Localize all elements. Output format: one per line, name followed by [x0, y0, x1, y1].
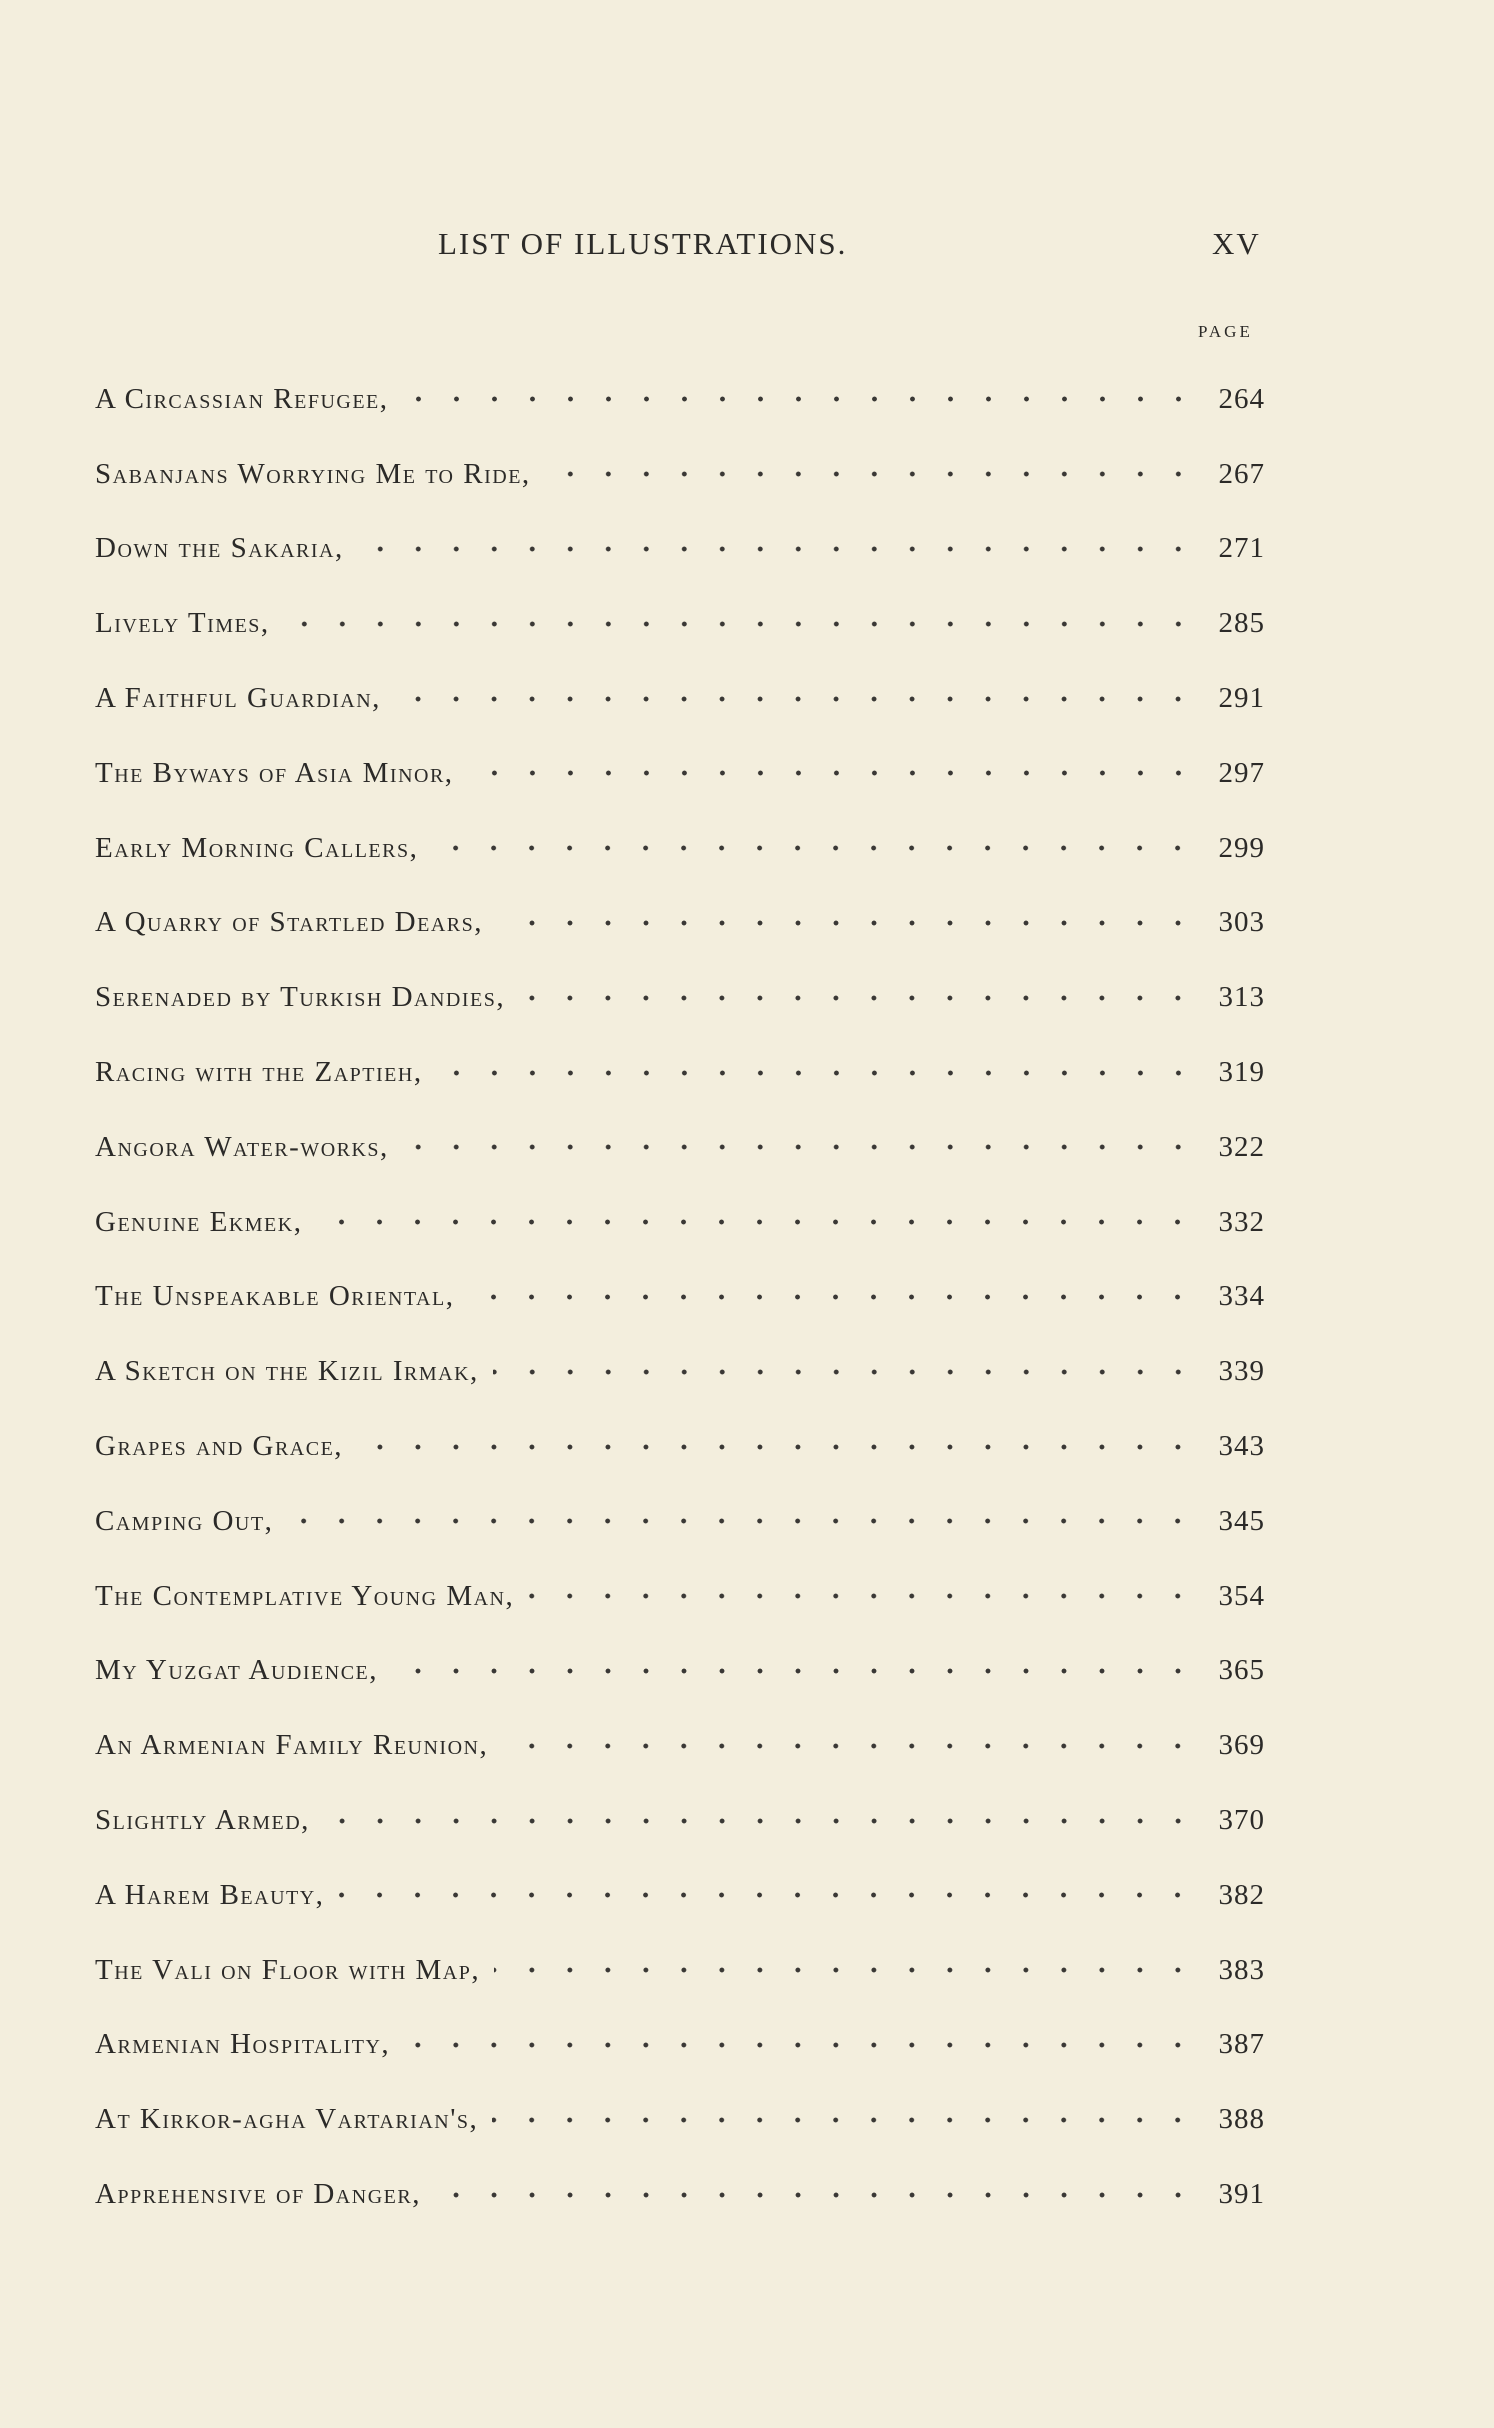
- illustration-caption: Apprehensive of Danger,: [95, 2178, 429, 2211]
- illustration-caption: A Faithful Guardian,: [95, 682, 389, 715]
- illustration-caption: The Byways of Asia Minor,: [95, 757, 462, 790]
- list-item: [95, 1185, 1265, 1260]
- dot-leader: [492, 2105, 1197, 2135]
- list-item: [95, 1484, 1265, 1559]
- dot-leader: [284, 609, 1197, 639]
- list-item: [95, 1559, 1265, 1634]
- running-head: [0, 226, 1494, 274]
- dot-leader: [494, 1955, 1197, 1985]
- dot-leader: [287, 1506, 1197, 1536]
- page-number: 369: [1218, 1729, 1265, 1762]
- dot-leader: [395, 684, 1197, 714]
- illustration-caption: My Yuzgat Audience,: [95, 1654, 386, 1687]
- page-number: 388: [1218, 2103, 1265, 2136]
- dot-leader: [437, 1058, 1197, 1088]
- illustration-caption: At Kirkor-agha Vartarian's,: [95, 2103, 486, 2136]
- page-number: 303: [1218, 906, 1265, 939]
- illustration-caption: Down the Sakaria,: [95, 532, 352, 565]
- running-title: LIST OF ILLUSTRATIONS.: [438, 226, 848, 261]
- page-number: 382: [1218, 1878, 1265, 1911]
- illustration-caption: Camping Out,: [95, 1505, 281, 1538]
- illustration-caption: Angora Water-works,: [95, 1131, 397, 1164]
- illustration-caption: A Quarry of Startled Dears,: [95, 906, 491, 939]
- page-number: 391: [1218, 2178, 1265, 2211]
- illustration-caption: Sabanjans Worrying Me to Ride,: [95, 458, 539, 491]
- dot-leader: [358, 534, 1197, 564]
- list-item: [95, 2157, 1265, 2232]
- dot-leader: [435, 2180, 1197, 2210]
- illustration-caption: A Sketch on the Kizil Irmak,: [95, 1355, 487, 1388]
- illustration-caption: Early Morning Callers,: [95, 832, 426, 865]
- page-number: 354: [1218, 1579, 1265, 1612]
- illustration-caption: Grapes and Grace,: [95, 1430, 351, 1463]
- list-item: [95, 1035, 1265, 1110]
- page-number: 267: [1218, 457, 1265, 490]
- list-item: [95, 512, 1265, 587]
- dot-leader: [324, 1806, 1197, 1836]
- dot-leader: [316, 1207, 1197, 1237]
- illustration-caption: An Armenian Family Reunion,: [95, 1729, 496, 1762]
- page-number: 345: [1218, 1504, 1265, 1537]
- list-item: [95, 661, 1265, 736]
- page-number: 264: [1218, 382, 1265, 415]
- list-item: [95, 1783, 1265, 1858]
- list-item: [95, 1110, 1265, 1185]
- page-number: 370: [1218, 1804, 1265, 1837]
- dot-leader: [545, 459, 1197, 489]
- illustration-caption: The Vali on Floor with Map,: [95, 1954, 488, 1987]
- dot-leader: [502, 1731, 1197, 1761]
- list-item: [95, 960, 1265, 1035]
- list-item: [95, 437, 1265, 512]
- dot-leader: [357, 1432, 1197, 1462]
- page-column-label: PAGE: [1198, 322, 1253, 341]
- page-number: 299: [1218, 831, 1265, 864]
- illustration-caption: The Unspeakable Oriental,: [95, 1280, 462, 1313]
- page-number: 297: [1218, 756, 1265, 789]
- page-number: 339: [1218, 1355, 1265, 1388]
- list-item: [95, 362, 1265, 437]
- list-item: [95, 1260, 1265, 1335]
- illustration-caption: Slightly Armed,: [95, 1804, 318, 1837]
- dot-leader: [403, 384, 1197, 414]
- dot-leader: [403, 1132, 1197, 1162]
- page-folio: XV: [1212, 226, 1261, 261]
- list-item: [95, 1409, 1265, 1484]
- illustration-caption: A Circassian Refugee,: [95, 383, 397, 416]
- page-number: 322: [1218, 1130, 1265, 1163]
- dot-leader: [519, 983, 1197, 1013]
- illustrations-list: [95, 362, 1265, 2232]
- page-number: 271: [1218, 532, 1265, 565]
- page-number: 343: [1218, 1430, 1265, 1463]
- dot-leader: [468, 758, 1197, 788]
- dot-leader: [432, 833, 1197, 863]
- page-number: 365: [1218, 1654, 1265, 1687]
- illustration-caption: A Harem Beauty,: [95, 1879, 332, 1912]
- page-number: 387: [1218, 2028, 1265, 2061]
- illustration-caption: Genuine Ekmek,: [95, 1206, 310, 1239]
- dot-leader: [468, 1282, 1197, 1312]
- dot-leader: [528, 1581, 1197, 1611]
- list-item: [95, 1933, 1265, 2008]
- dot-leader: [493, 1357, 1197, 1387]
- list-item: [95, 1334, 1265, 1409]
- illustration-caption: The Contemplative Young Man,: [95, 1580, 522, 1613]
- list-item: [95, 1708, 1265, 1783]
- page-number: 332: [1218, 1205, 1265, 1238]
- list-item: [95, 811, 1265, 886]
- list-item: [95, 1858, 1265, 1933]
- page-number: 313: [1218, 981, 1265, 1014]
- page-number: 291: [1218, 682, 1265, 715]
- dot-leader: [497, 908, 1197, 938]
- illustration-caption: Serenaded by Turkish Dandies,: [95, 981, 513, 1014]
- illustration-caption: Lively Times,: [95, 607, 278, 640]
- page-number: 334: [1218, 1280, 1265, 1313]
- list-item: [95, 2008, 1265, 2083]
- dot-leader: [404, 2030, 1197, 2060]
- dot-leader: [392, 1656, 1197, 1686]
- list-item: [95, 2082, 1265, 2157]
- illustration-caption: Racing with the Zaptieh,: [95, 1056, 431, 1089]
- list-item: [95, 1634, 1265, 1709]
- list-item: [95, 736, 1265, 811]
- list-item: [95, 586, 1265, 661]
- dot-leader: [338, 1880, 1197, 1910]
- page-number: 285: [1218, 607, 1265, 640]
- illustration-caption: Armenian Hospitality,: [95, 2028, 398, 2061]
- page-number: 383: [1218, 1953, 1265, 1986]
- page-number: 319: [1218, 1056, 1265, 1089]
- list-item: [95, 886, 1265, 961]
